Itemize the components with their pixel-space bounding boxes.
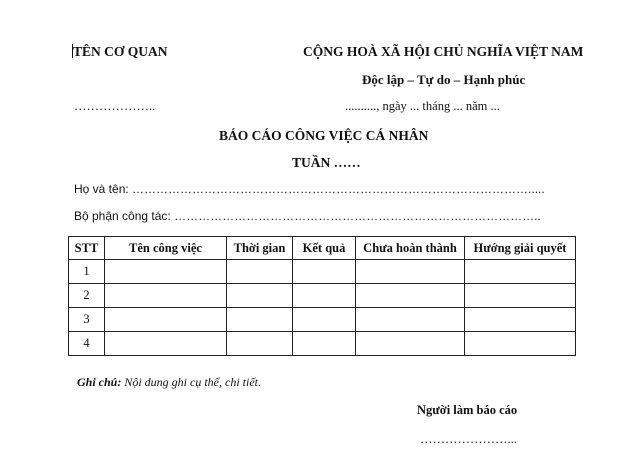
task-cell (105, 332, 227, 356)
table-header-row (69, 237, 576, 260)
result-cell (293, 284, 356, 308)
solution-cell (465, 332, 576, 356)
time-cell (227, 332, 293, 356)
signer-dots: …………………... (420, 432, 517, 446)
report-week: TUẦN …… (292, 155, 361, 170)
row-number-cell: 2 (69, 284, 105, 308)
time-cell (227, 308, 293, 332)
table-row (69, 332, 576, 356)
note-text: Nội dung ghi cụ thể, chi tiết. (121, 375, 261, 389)
table-row (69, 284, 576, 308)
incomplete-cell (356, 260, 465, 284)
national-title: CỘNG HOÀ XÃ HỘI CHỦ NGHĨA VIỆT NAM (303, 44, 584, 59)
department-field: Bộ phận công tác: ……………………………………………………………………………….. (74, 209, 541, 223)
agency-name-text: TÊN CƠ QUAN (73, 44, 168, 59)
note-label: Ghi chú: (77, 375, 122, 389)
report-title: BÁO CÁO CÔNG VIỆC CÁ NHÂN (219, 128, 429, 143)
column-header-stt: STT (69, 237, 105, 260)
name-field: Họ và tên: ………………………………………………………………………………………..... (74, 182, 545, 196)
row-number-cell: 3 (69, 308, 105, 332)
signer-label: Người làm báo cáo (417, 403, 518, 417)
incomplete-cell (356, 284, 465, 308)
place-date-line: .........., ngày ... tháng ... năm ... (345, 99, 500, 113)
row-number-cell: 4 (69, 332, 105, 356)
task-cell (105, 308, 227, 332)
incomplete-cell (356, 332, 465, 356)
column-header-result: Kết quả (293, 237, 356, 260)
task-cell (105, 260, 227, 284)
solution-cell (465, 308, 576, 332)
time-cell (227, 284, 293, 308)
solution-cell (465, 284, 576, 308)
column-header-incomplete: Chưa hoàn thành (356, 237, 465, 260)
national-motto: Độc lập – Tự do – Hạnh phúc (362, 72, 526, 87)
task-cell (105, 284, 227, 308)
agency-placeholder-dots: ……………….. (74, 99, 156, 113)
agency-name-label (72, 44, 168, 60)
note-line (77, 375, 261, 390)
incomplete-cell (356, 308, 465, 332)
time-cell (227, 260, 293, 284)
table-row (69, 260, 576, 284)
solution-cell (465, 260, 576, 284)
column-header-task: Tên công việc (105, 237, 227, 260)
table-row (69, 308, 576, 332)
result-cell (293, 332, 356, 356)
column-header-time: Thời gian (227, 237, 293, 260)
column-header-solution: Hướng giải quyết (465, 237, 576, 260)
work-report-table (68, 236, 576, 356)
row-number-cell: 1 (69, 260, 105, 284)
result-cell (293, 260, 356, 284)
result-cell (293, 308, 356, 332)
